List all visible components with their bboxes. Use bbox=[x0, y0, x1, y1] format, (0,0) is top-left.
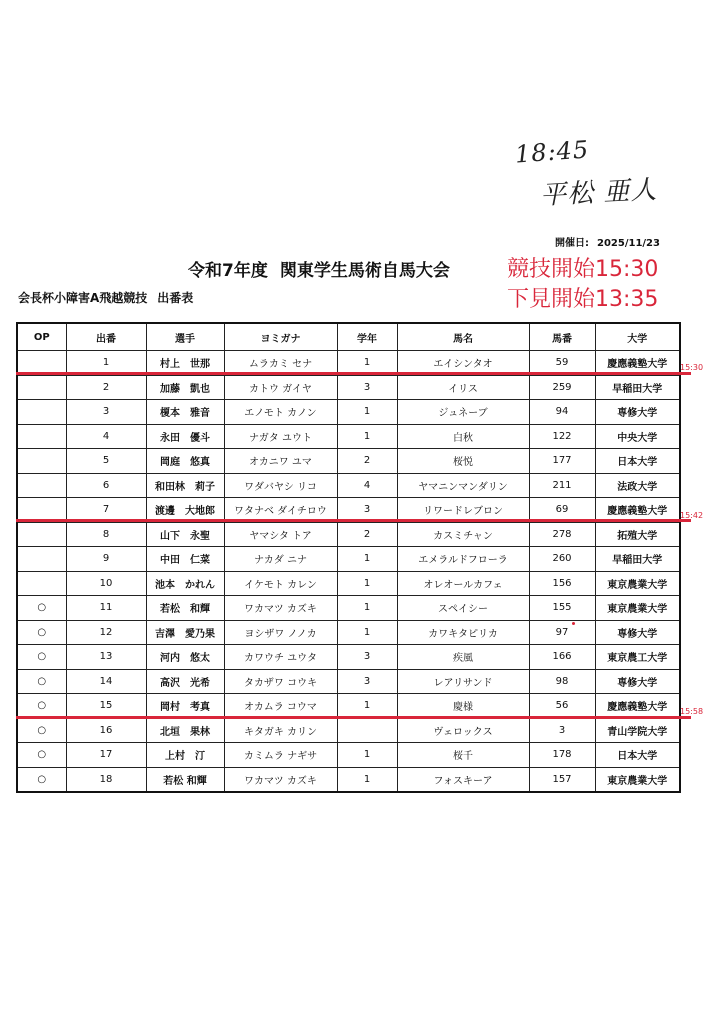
cell-univ: 中央大学 bbox=[595, 424, 680, 449]
cell-univ: 日本大学 bbox=[595, 449, 680, 474]
page-subtitle bbox=[18, 289, 193, 306]
cell-no: 3 bbox=[66, 400, 146, 425]
cell-horse-no: 3 bbox=[529, 718, 595, 743]
cell-no: 8 bbox=[66, 522, 146, 547]
cell-kana: ナガタ ユウト bbox=[224, 424, 337, 449]
cell-univ: 法政大学 bbox=[595, 473, 680, 498]
cell-grade: 1 bbox=[337, 767, 397, 792]
table-row bbox=[17, 669, 680, 694]
cell-kana: ヤマシタ トア bbox=[224, 522, 337, 547]
cell-name: 榎本 雅音 bbox=[146, 400, 224, 425]
cell-horse: 慶様 bbox=[397, 694, 529, 719]
cell-grade: 3 bbox=[337, 375, 397, 400]
cell-name: 和田林 莉子 bbox=[146, 473, 224, 498]
event-date bbox=[555, 234, 668, 249]
course-walk-note: 下見開始13:35 bbox=[507, 287, 659, 312]
cell-no: 17 bbox=[66, 743, 146, 768]
cell-kana: ワカマツ カズキ bbox=[224, 596, 337, 621]
cell-horse-no: 211 bbox=[529, 473, 595, 498]
cell-horse-no: 157 bbox=[529, 767, 595, 792]
subtitle-class: 会長杯小障害A飛越競技 bbox=[18, 291, 148, 305]
time-divider-line bbox=[16, 519, 691, 522]
cell-no: 10 bbox=[66, 571, 146, 596]
time-divider-line bbox=[16, 372, 691, 375]
date-value: 2025/11/23 bbox=[597, 238, 660, 249]
cell-grade: 1 bbox=[337, 351, 397, 376]
table-row bbox=[17, 449, 680, 474]
cell-horse: ヤマニンマンダリン bbox=[397, 473, 529, 498]
cell-kana: エノモト カノン bbox=[224, 400, 337, 425]
cell-horse: カスミチャン bbox=[397, 522, 529, 547]
cell-name: 高沢 光希 bbox=[146, 669, 224, 694]
cell-univ: 専修大学 bbox=[595, 620, 680, 645]
cell-grade: 1 bbox=[337, 620, 397, 645]
cell-horse-no: 122 bbox=[529, 424, 595, 449]
cell-op: ○ bbox=[17, 669, 66, 694]
handwritten-name: 平松 亜人 bbox=[539, 174, 659, 212]
table-row bbox=[17, 424, 680, 449]
column-header: 馬名 bbox=[397, 323, 529, 351]
cell-horse-no: 156 bbox=[529, 571, 595, 596]
cell-name: 渡邊 大地郎 bbox=[146, 498, 224, 523]
cell-op bbox=[17, 400, 66, 425]
cell-kana: ナカダ ニナ bbox=[224, 547, 337, 572]
cell-name: 永田 優斗 bbox=[146, 424, 224, 449]
cell-horse: スペイシー bbox=[397, 596, 529, 621]
cell-grade: 1 bbox=[337, 596, 397, 621]
cell-name: 岡村 考真 bbox=[146, 694, 224, 719]
cell-no: 18 bbox=[66, 767, 146, 792]
cell-univ: 青山学院大学 bbox=[595, 718, 680, 743]
cell-horse: ジュネーブ bbox=[397, 400, 529, 425]
divider-time-label: 15:58 bbox=[680, 707, 703, 716]
cell-univ: 専修大学 bbox=[595, 400, 680, 425]
cell-no: 16 bbox=[66, 718, 146, 743]
cell-horse: レアリサンド bbox=[397, 669, 529, 694]
cell-op bbox=[17, 522, 66, 547]
cell-kana: ムラカミ セナ bbox=[224, 351, 337, 376]
cell-kana: オカニワ ユマ bbox=[224, 449, 337, 474]
cell-no: 13 bbox=[66, 645, 146, 670]
cell-horse-no: 166 bbox=[529, 645, 595, 670]
cell-horse-no: 178 bbox=[529, 743, 595, 768]
table-row bbox=[17, 400, 680, 425]
table-row bbox=[17, 473, 680, 498]
cell-no: 2 bbox=[66, 375, 146, 400]
cell-kana: オカムラ コウマ bbox=[224, 694, 337, 719]
table-row bbox=[17, 571, 680, 596]
cell-univ: 東京農業大学 bbox=[595, 571, 680, 596]
title-year: 令和7年度 bbox=[188, 261, 268, 281]
cell-horse-no: 177 bbox=[529, 449, 595, 474]
cell-horse-no: 94 bbox=[529, 400, 595, 425]
cell-kana: カワウチ ユウタ bbox=[224, 645, 337, 670]
divider-time-label: 15:30 bbox=[680, 363, 703, 372]
cell-op bbox=[17, 473, 66, 498]
cell-op: ○ bbox=[17, 620, 66, 645]
cell-horse: 桜悦 bbox=[397, 449, 529, 474]
cell-horse-no: 278 bbox=[529, 522, 595, 547]
cell-univ: 早稲田大学 bbox=[595, 547, 680, 572]
cell-univ: 日本大学 bbox=[595, 743, 680, 768]
table-row bbox=[17, 645, 680, 670]
cell-horse: 桜千 bbox=[397, 743, 529, 768]
cell-horse: オレオールカフェ bbox=[397, 571, 529, 596]
handwritten-time: 18:45 bbox=[514, 135, 591, 169]
cell-horse-no: 69 bbox=[529, 498, 595, 523]
page-title bbox=[188, 256, 450, 281]
cell-horse-no: 259 bbox=[529, 375, 595, 400]
cell-no: 5 bbox=[66, 449, 146, 474]
cell-univ: 東京農業大学 bbox=[595, 767, 680, 792]
table-row bbox=[17, 694, 680, 719]
cell-grade: 1 bbox=[337, 743, 397, 768]
cell-horse-no: 155 bbox=[529, 596, 595, 621]
cell-kana: ワダバヤシ リコ bbox=[224, 473, 337, 498]
cell-kana: カミムラ ナギサ bbox=[224, 743, 337, 768]
cell-no: 4 bbox=[66, 424, 146, 449]
cell-no: 9 bbox=[66, 547, 146, 572]
table-row bbox=[17, 596, 680, 621]
cell-name: 池本 かれん bbox=[146, 571, 224, 596]
time-divider-line bbox=[16, 716, 691, 719]
cell-grade: 2 bbox=[337, 449, 397, 474]
cell-no: 1 bbox=[66, 351, 146, 376]
cell-name: 北垣 果林 bbox=[146, 718, 224, 743]
cell-grade: 1 bbox=[337, 424, 397, 449]
cell-kana: イケモト カレン bbox=[224, 571, 337, 596]
cell-grade: 1 bbox=[337, 400, 397, 425]
cell-op: ○ bbox=[17, 596, 66, 621]
table-row bbox=[17, 743, 680, 768]
cell-horse: エメラルドフローラ bbox=[397, 547, 529, 572]
ink-mark bbox=[572, 622, 575, 625]
title-event: 関東学生馬術自馬大会 bbox=[279, 261, 450, 281]
cell-univ: 慶應義塾大学 bbox=[595, 498, 680, 523]
cell-op bbox=[17, 449, 66, 474]
cell-name: 吉澤 愛乃果 bbox=[146, 620, 224, 645]
cell-horse-no: 97 bbox=[529, 620, 595, 645]
cell-kana: ワタナベ ダイチロウ bbox=[224, 498, 337, 523]
cell-name: 岡庭 悠真 bbox=[146, 449, 224, 474]
cell-op: ○ bbox=[17, 767, 66, 792]
date-label: 開催日: bbox=[555, 238, 589, 249]
cell-op bbox=[17, 375, 66, 400]
table-row bbox=[17, 547, 680, 572]
cell-horse: イリス bbox=[397, 375, 529, 400]
table-row bbox=[17, 522, 680, 547]
column-header: OP bbox=[17, 323, 66, 351]
cell-op: ○ bbox=[17, 718, 66, 743]
cell-grade bbox=[337, 718, 397, 743]
cell-name: 村上 世那 bbox=[146, 351, 224, 376]
cell-horse: 白秋 bbox=[397, 424, 529, 449]
cell-name: 若松 和輝 bbox=[146, 596, 224, 621]
divider-time-label: 15:42 bbox=[680, 511, 703, 520]
cell-univ: 専修大学 bbox=[595, 669, 680, 694]
cell-grade: 3 bbox=[337, 645, 397, 670]
table-row bbox=[17, 620, 680, 645]
cell-no: 15 bbox=[66, 694, 146, 719]
column-header: 馬番 bbox=[529, 323, 595, 351]
column-header: 出番 bbox=[66, 323, 146, 351]
cell-horse-no: 59 bbox=[529, 351, 595, 376]
table-header-row bbox=[17, 323, 680, 351]
cell-grade: 4 bbox=[337, 473, 397, 498]
cell-no: 7 bbox=[66, 498, 146, 523]
cell-horse-no: 260 bbox=[529, 547, 595, 572]
cell-name: 山下 永聖 bbox=[146, 522, 224, 547]
cell-kana: キタガキ カリン bbox=[224, 718, 337, 743]
cell-name: 若松 和輝 bbox=[146, 767, 224, 792]
cell-no: 14 bbox=[66, 669, 146, 694]
cell-horse: 疾風 bbox=[397, 645, 529, 670]
table-body bbox=[17, 351, 680, 793]
cell-horse-no: 98 bbox=[529, 669, 595, 694]
cell-op: ○ bbox=[17, 743, 66, 768]
cell-name: 中田 仁菜 bbox=[146, 547, 224, 572]
cell-horse-no: 56 bbox=[529, 694, 595, 719]
cell-horse: エイシンタオ bbox=[397, 351, 529, 376]
cell-univ: 東京農業大学 bbox=[595, 596, 680, 621]
cell-grade: 1 bbox=[337, 694, 397, 719]
cell-univ: 早稲田大学 bbox=[595, 375, 680, 400]
cell-univ: 慶應義塾大学 bbox=[595, 351, 680, 376]
cell-kana: ヨシザワ ノノカ bbox=[224, 620, 337, 645]
start-order-table bbox=[16, 322, 681, 793]
cell-univ: 拓殖大学 bbox=[595, 522, 680, 547]
cell-univ: 慶應義塾大学 bbox=[595, 694, 680, 719]
table-row bbox=[17, 718, 680, 743]
cell-op: ○ bbox=[17, 694, 66, 719]
cell-kana: タカザワ コウキ bbox=[224, 669, 337, 694]
subtitle-order: 出番表 bbox=[157, 291, 194, 305]
cell-grade: 1 bbox=[337, 571, 397, 596]
cell-horse: カワキタピリカ bbox=[397, 620, 529, 645]
cell-grade: 3 bbox=[337, 669, 397, 694]
cell-kana: ワカマツ カズキ bbox=[224, 767, 337, 792]
cell-no: 12 bbox=[66, 620, 146, 645]
cell-horse: フォスキーア bbox=[397, 767, 529, 792]
cell-op bbox=[17, 424, 66, 449]
cell-op bbox=[17, 571, 66, 596]
cell-name: 上村 汀 bbox=[146, 743, 224, 768]
cell-no: 11 bbox=[66, 596, 146, 621]
table-row bbox=[17, 375, 680, 400]
cell-op: ○ bbox=[17, 645, 66, 670]
column-header: 大学 bbox=[595, 323, 680, 351]
table-row bbox=[17, 767, 680, 792]
cell-op bbox=[17, 547, 66, 572]
column-header: 選手 bbox=[146, 323, 224, 351]
cell-name: 河内 悠太 bbox=[146, 645, 224, 670]
cell-no: 6 bbox=[66, 473, 146, 498]
cell-grade: 3 bbox=[337, 498, 397, 523]
cell-horse: リワードレブロン bbox=[397, 498, 529, 523]
cell-grade: 1 bbox=[337, 547, 397, 572]
column-header: ヨミガナ bbox=[224, 323, 337, 351]
cell-grade: 2 bbox=[337, 522, 397, 547]
cell-univ: 東京農工大学 bbox=[595, 645, 680, 670]
cell-kana: カトウ ガイヤ bbox=[224, 375, 337, 400]
cell-name: 加藤 凱也 bbox=[146, 375, 224, 400]
column-header: 学年 bbox=[337, 323, 397, 351]
cell-horse: ヴェロックス bbox=[397, 718, 529, 743]
competition-start-note: 競技開始15:30 bbox=[507, 257, 659, 282]
